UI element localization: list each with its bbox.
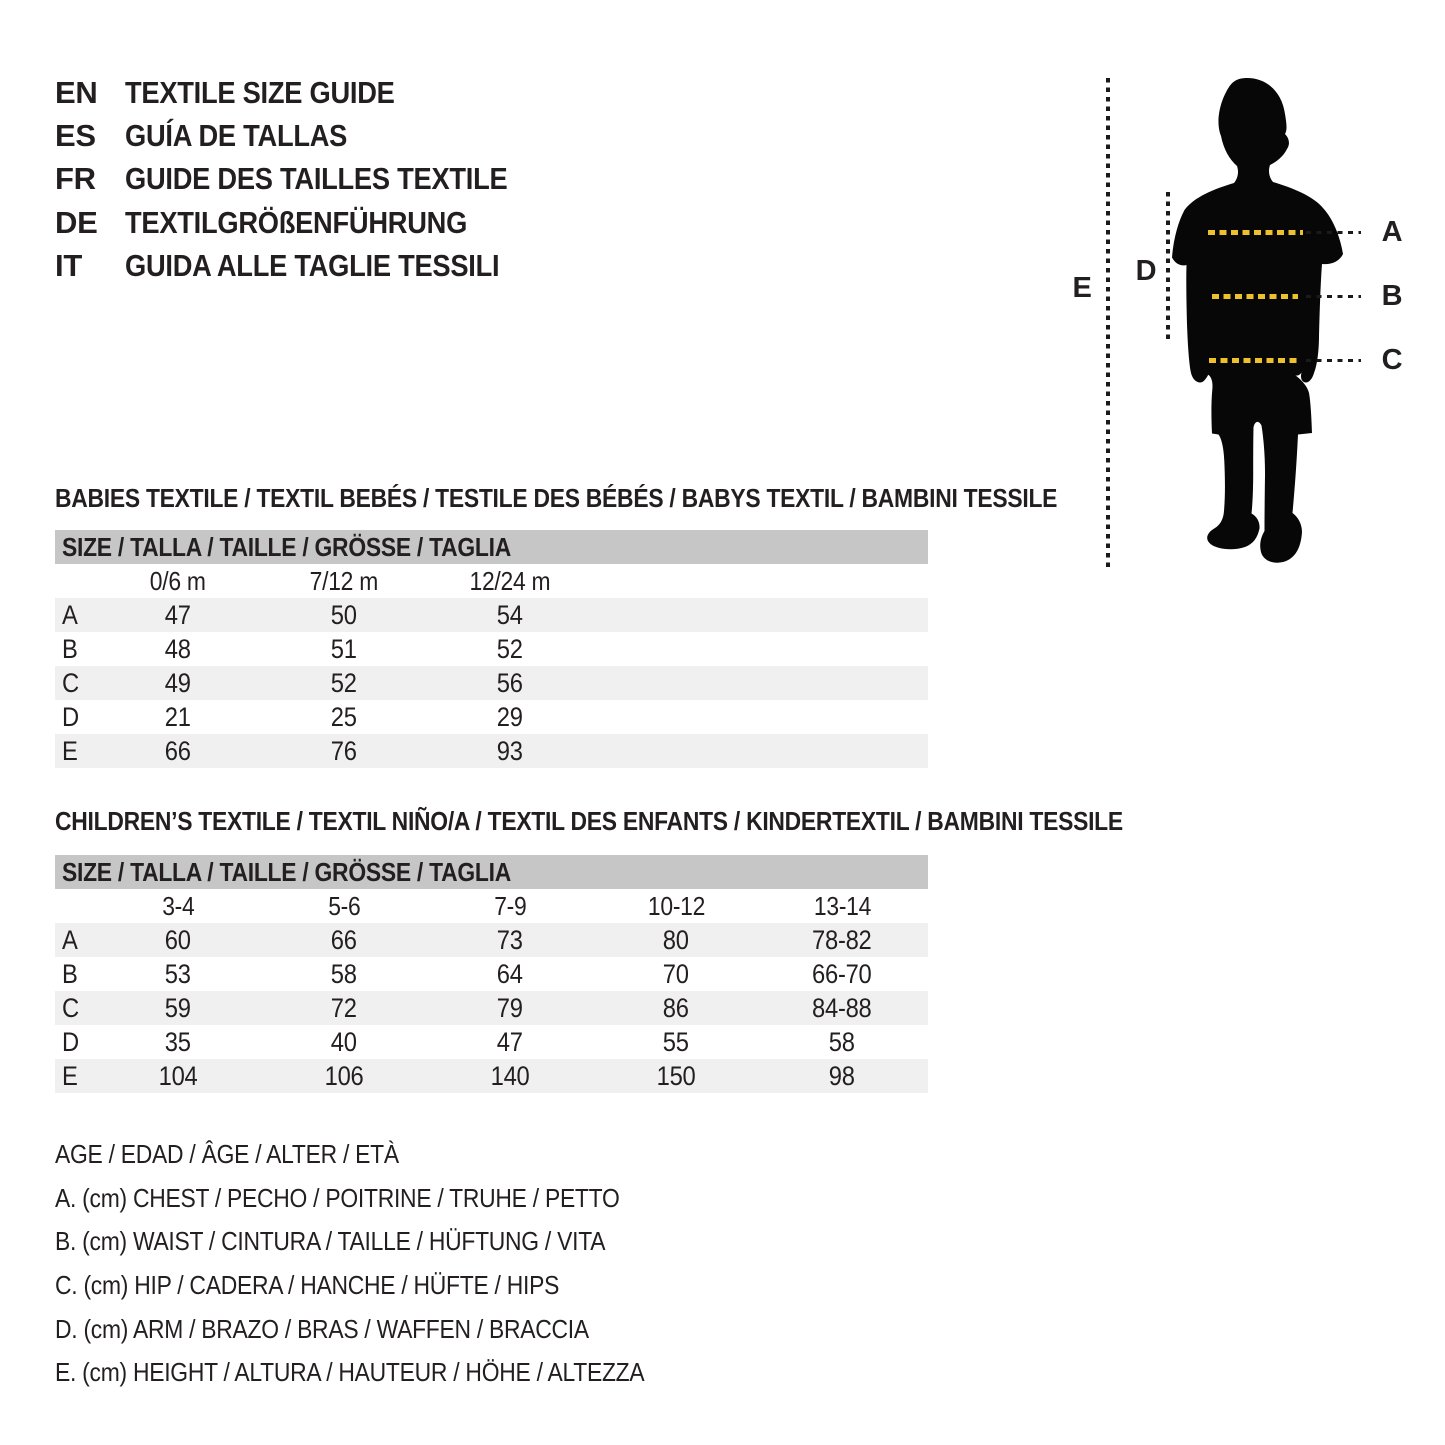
legend-line-waist: B. (cm) WAIST / CINTURA / TAILLE / HÜFTUNG / VITA bbox=[55, 1226, 606, 1257]
cell-value: 79 bbox=[497, 992, 523, 1023]
table-row bbox=[55, 632, 928, 666]
legend-line-hip: C. (cm) HIP / CADERA / HANCHE / HÜFTE / HIPS bbox=[55, 1270, 560, 1301]
cell-value: 150 bbox=[656, 1060, 696, 1091]
language-row-en bbox=[55, 71, 560, 114]
cell-value: 55 bbox=[663, 1026, 689, 1057]
legend-line-height: E. (cm) HEIGHT / ALTURA / HAUTEUR / HÖHE / ALTEZZA bbox=[55, 1357, 645, 1388]
cell-value: 52 bbox=[331, 667, 357, 698]
cell-value: 25 bbox=[331, 701, 357, 732]
column-header: 0/6 m bbox=[150, 565, 206, 596]
measure-label-e: E bbox=[1072, 272, 1092, 304]
row-label: B bbox=[62, 958, 78, 989]
children-section-title: CHILDREN’S TEXTILE / TEXTIL NIÑO/A / TEXTIL DES ENFANTS / KINDERTEXTIL / BAMBINI TESSILE bbox=[55, 806, 1123, 836]
row-label: B bbox=[62, 633, 78, 664]
row-label: E bbox=[62, 735, 78, 766]
measure-label-c: C bbox=[1381, 344, 1403, 376]
table-row bbox=[55, 734, 928, 768]
language-title-block bbox=[55, 71, 560, 288]
table-row bbox=[55, 1059, 928, 1093]
hip-line-outer bbox=[1306, 359, 1361, 363]
cell-value: 53 bbox=[165, 958, 191, 989]
cell-value: 84-88 bbox=[812, 992, 872, 1023]
language-title: GUÍA DE TALLAS bbox=[125, 118, 348, 154]
cell-value: 98 bbox=[829, 1060, 855, 1091]
cell-value: 66-70 bbox=[812, 958, 872, 989]
measure-label-b: B bbox=[1381, 280, 1403, 312]
children-size-table bbox=[55, 855, 928, 1093]
cell-value: 66 bbox=[331, 924, 357, 955]
cell-value: 72 bbox=[331, 992, 357, 1023]
cell-value: 70 bbox=[663, 958, 689, 989]
cell-value: 104 bbox=[158, 1060, 198, 1091]
cell-value: 59 bbox=[165, 992, 191, 1023]
cell-value: 48 bbox=[165, 633, 191, 664]
hip-line-inner bbox=[1209, 358, 1301, 363]
table-row bbox=[55, 991, 928, 1025]
cell-value: 140 bbox=[490, 1060, 530, 1091]
language-code: ES bbox=[55, 118, 96, 154]
cell-value: 86 bbox=[663, 992, 689, 1023]
row-label: E bbox=[62, 1060, 78, 1091]
cell-value: 64 bbox=[497, 958, 523, 989]
language-code: EN bbox=[55, 74, 98, 110]
legend-line-chest: A. (cm) CHEST / PECHO / POITRINE / TRUHE / PETTO bbox=[55, 1182, 620, 1213]
babies-section-title: BABIES TEXTILE / TEXTIL BEBÉS / TESTILE DES BÉBÉS / BABYS TEXTIL / BAMBINI TESSILE bbox=[55, 483, 1058, 513]
cell-value: 47 bbox=[497, 1026, 523, 1057]
column-header-row bbox=[55, 564, 928, 598]
legend-line-age: AGE / EDAD / ÂGE / ALTER / ETÀ bbox=[55, 1139, 399, 1170]
language-code: FR bbox=[55, 161, 96, 197]
cell-value: 78-82 bbox=[812, 924, 872, 955]
row-label: A bbox=[62, 599, 78, 630]
language-row-it bbox=[55, 245, 560, 288]
cell-value: 54 bbox=[497, 599, 523, 630]
column-header: 10-12 bbox=[647, 890, 705, 921]
babies-size-table bbox=[55, 530, 928, 768]
chest-line-inner bbox=[1208, 230, 1303, 235]
table-row bbox=[55, 700, 928, 734]
table-row bbox=[55, 1025, 928, 1059]
row-label: D bbox=[62, 701, 79, 732]
column-header: 3-4 bbox=[161, 890, 195, 921]
cell-value: 29 bbox=[497, 701, 523, 732]
table-row bbox=[55, 957, 928, 991]
measurement-figure bbox=[1040, 60, 1440, 625]
language-row-es bbox=[55, 114, 560, 157]
cell-value: 58 bbox=[331, 958, 357, 989]
measure-label-d: D bbox=[1135, 255, 1157, 287]
legend-line-arm: D. (cm) ARM / BRAZO / BRAS / WAFFEN / BRACCIA bbox=[55, 1313, 589, 1344]
language-title: TEXTILGRÖßENFÜHRUNG bbox=[125, 204, 468, 240]
cell-value: 93 bbox=[497, 735, 523, 766]
column-header: 7/12 m bbox=[309, 565, 379, 596]
row-label: A bbox=[62, 924, 78, 955]
cell-value: 40 bbox=[331, 1026, 357, 1057]
measurement-legend bbox=[55, 1133, 725, 1395]
cell-value: 76 bbox=[331, 735, 357, 766]
table-row bbox=[55, 923, 928, 957]
language-row-fr bbox=[55, 158, 560, 201]
column-header: 7-9 bbox=[493, 890, 527, 921]
column-header: 12/24 m bbox=[469, 565, 551, 596]
cell-value: 50 bbox=[331, 599, 357, 630]
language-title: GUIDA ALLE TAGLIE TESSILI bbox=[125, 248, 500, 284]
table-row bbox=[55, 666, 928, 700]
waist-line-outer bbox=[1306, 295, 1361, 299]
cell-value: 80 bbox=[663, 924, 689, 955]
cell-value: 35 bbox=[165, 1026, 191, 1057]
row-label: C bbox=[62, 992, 79, 1023]
cell-value: 58 bbox=[829, 1026, 855, 1057]
language-code: IT bbox=[55, 248, 82, 284]
cell-value: 47 bbox=[165, 599, 191, 630]
cell-value: 21 bbox=[165, 701, 191, 732]
language-row-de bbox=[55, 201, 560, 244]
row-label: C bbox=[62, 667, 79, 698]
cell-value: 56 bbox=[497, 667, 523, 698]
language-code: DE bbox=[55, 204, 98, 240]
size-header-bar: SIZE / TALLA / TAILLE / GRÖSSE / TAGLIA bbox=[55, 530, 928, 564]
waist-line-inner bbox=[1212, 294, 1298, 299]
cell-value: 106 bbox=[324, 1060, 364, 1091]
chest-line-outer bbox=[1306, 231, 1361, 235]
language-title: GUIDE DES TAILLES TEXTILE bbox=[125, 161, 508, 197]
column-header-row bbox=[55, 889, 928, 923]
cell-value: 52 bbox=[497, 633, 523, 664]
cell-value: 49 bbox=[165, 667, 191, 698]
table-row bbox=[55, 598, 928, 632]
cell-value: 51 bbox=[331, 633, 357, 664]
measure-label-a: A bbox=[1381, 216, 1403, 248]
size-header-bar: SIZE / TALLA / TAILLE / GRÖSSE / TAGLIA bbox=[55, 855, 928, 889]
column-header: 13-14 bbox=[813, 890, 871, 921]
cell-value: 66 bbox=[165, 735, 191, 766]
cell-value: 73 bbox=[497, 924, 523, 955]
language-title: TEXTILE SIZE GUIDE bbox=[125, 74, 395, 110]
column-header: 5-6 bbox=[327, 890, 361, 921]
cell-value: 60 bbox=[165, 924, 191, 955]
row-label: D bbox=[62, 1026, 79, 1057]
